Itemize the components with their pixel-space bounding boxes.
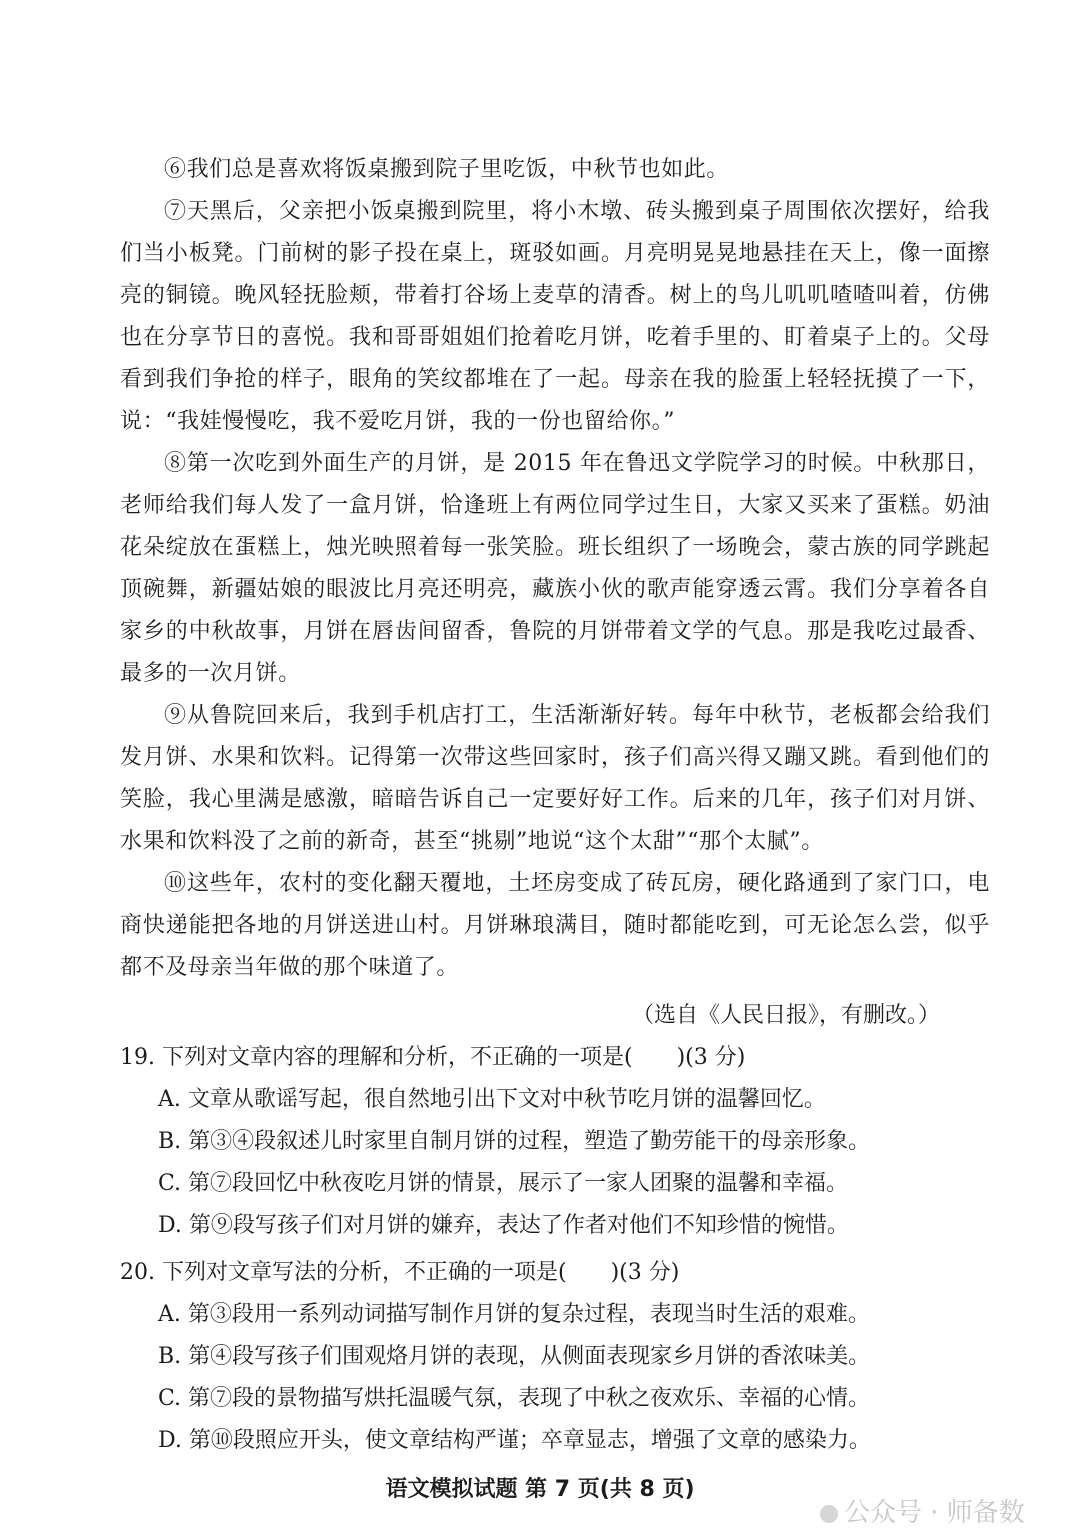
- paragraph-10: ⑩这些年，农村的变化翻天覆地，土坯房变成了砖瓦房，硬化路通到了家门口，电商快递能把各地的月饼送进山村。月饼琳琅满目，随时都能吃到，可无论怎么尝，似乎都不及母亲当年做的那个味道了。: [120, 871, 990, 980]
- question-19: [120, 1037, 990, 1247]
- question-20-option-a: A. 第③段用一系列动词描写制作月饼的复杂过程，表现当时生活的艰难。: [158, 1302, 870, 1327]
- question-19-option-a: A. 文章从歌谣写起，很自然地引出下文对中秋节吃月饼的温馨回忆。: [158, 1087, 826, 1112]
- paragraph-6: ⑥我们总是喜欢将饭桌搬到院子里吃饭，中秋节也如此。: [164, 157, 730, 182]
- article-source: （选自《人民日报》，有删改。）: [631, 1003, 940, 1028]
- question-19-option-b: B. 第③④段叙述儿时家里自制月饼的过程，塑造了勤劳能干的母亲形象。: [158, 1129, 871, 1154]
- paragraph-8: ⑧第一次吃到外面生产的月饼，是 2015 年在鲁迅文学院学习的时候。中秋那日，老师给我们每人发了一盒月饼，恰逢班上有两位同学过生日，大家又买来了蛋糕。奶油花朵绽放在蛋糕上，烛光映照着每一张笑脸。班长组织了一场晚会，蒙古族的同学跳起顶碗舞，新疆姑娘的眼波比月亮还明亮，藏族小伙的歌声能穿透云霄。我们分享着各自家乡的中秋故事，月饼在唇齿间留香，鲁院的月饼带着文学的气息。那是我吃过最香、最多的一次月饼。: [120, 451, 990, 686]
- watermark-text: 公众号 · 师备数: [844, 1498, 1025, 1528]
- question-19-option-c: C. 第⑦段回忆中秋夜吃月饼的情景，展示了一家人团聚的温馨和幸福。: [158, 1171, 849, 1196]
- paragraph-7: ⑦天黑后，父亲把小饭桌搬到院里，将小木墩、砖头搬到桌子周围依次摆好，给我们当小板凳。门前树的影子投在桌上，斑驳如画。月亮明晃晃地悬挂在天上，像一面擦亮的铜镜。晚风轻抚脸颊，带着打谷场上麦草的清香。树上的鸟儿叽叽喳喳叫着，仿佛也在分享节日的喜悦。我和哥哥姐姐们抢着吃月饼，吃着手里的、盯着桌子上的。父母看到我们争抢的样子，眼角的笑纹都堆在了一起。母亲在我的脸蛋上轻轻抚摸了一下，说：“我娃慢慢吃，我不爱吃月饼，我的一份也留给你。”: [120, 199, 990, 434]
- question-20-option-d: D. 第⑩段照应开头，使文章结构严谨；卒章显志，增强了文章的感染力。: [158, 1428, 871, 1453]
- watermark: [820, 1492, 1025, 1529]
- page-footer: 语文模拟试题 第 7 页(共 8 页): [385, 1477, 695, 1502]
- question-20-stem: 20. 下列对文章写法的分析，不正确的一项是( )(3 分): [120, 1260, 680, 1285]
- wechat-icon: [820, 1505, 838, 1523]
- question-19-option-d: D. 第⑨段写孩子们对月饼的嫌弃，表达了作者对他们不知珍惜的惋惜。: [158, 1213, 849, 1238]
- question-20: [120, 1252, 990, 1462]
- question-20-option-c: C. 第⑦段的景物描写烘托温暖气氛，表现了中秋之夜欢乐、幸福的心情。: [158, 1386, 871, 1411]
- question-20-option-b: B. 第④段写孩子们围观烙月饼的表现，从侧面表现家乡月饼的香浓味美。: [158, 1344, 871, 1369]
- paragraph-9: ⑨从鲁院回来后，我到手机店打工，生活渐渐好转。每年中秋节，老板都会给我们发月饼、水果和饮料。记得第一次带这些回家时，孩子们高兴得又蹦又跳。看到他们的笑脸，我心里满是感激，暗暗告诉自己一定要好好工作。后来的几年，孩子们对月饼、水果和饮料没了之前的新奇，甚至“挑剔”地说“这个太甜”“那个太腻”。: [120, 703, 990, 854]
- question-19-stem: 19. 下列对文章内容的理解和分析，不正确的一项是( )(3 分): [120, 1045, 746, 1070]
